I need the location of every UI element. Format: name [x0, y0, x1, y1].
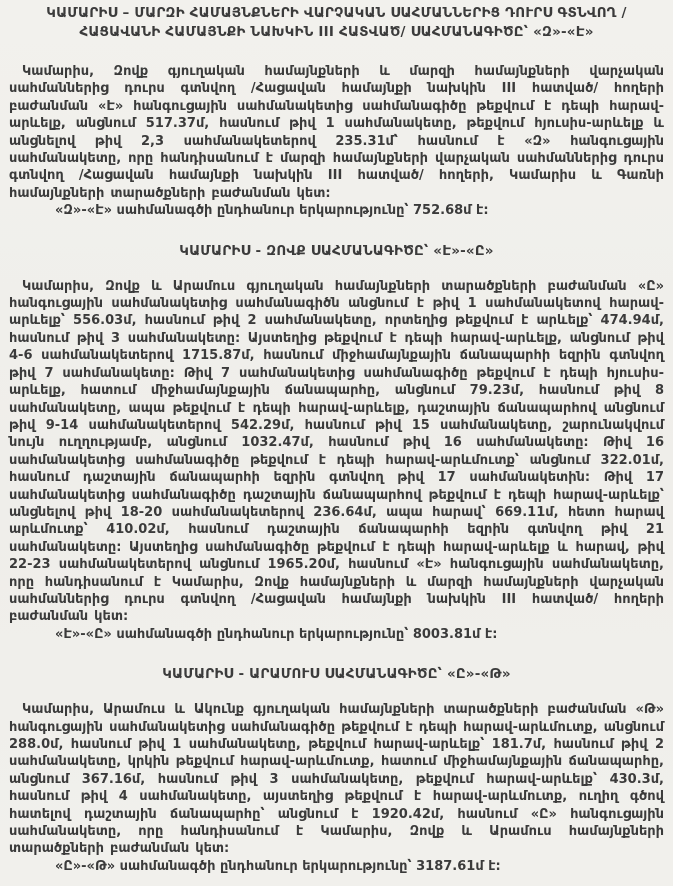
- summary-line: «Է»-«Ը» սահմանագծի ընդհանուր երկարությունը՝ 8003.81մ է:: [55, 626, 498, 642]
- section-boundary-y-t: [9, 665, 664, 875]
- section-boundary-z-e: [9, 63, 664, 220]
- body-paragraph: Կամարիս, Զովք գյուղական համայնքների և մարզի համայնքների վարչական սահմաններից դուրս գտնվող /Հացավան համայնքի նախկին III հատված/ հողերի բաժանման «Է» հանգուցային սահմանակետից սահմանագիծը թեքվում է դեպի հարավ-արևելք, անցնում 517.37մ, հասնում թիվ 1 սահմանակետը, թեքվում հյուսիս-արևելք և անցնելով թիվ 2,3 սահմանակետերով 235.31մ՝ հասնում է «Զ» հանգուցային սահմանակետը, որը հանդիսանում է մարզի համայնքների վարչական սահմաններից դուրս գտնվող /Հացավան համայնքի նախկին III հատված/ հողերի, Կամարիս և Գառնի համայնքների տարածքների բաժանման կետ:: [9, 64, 664, 201]
- body-paragraph: Կամարիս, Արամուս և Ակունք գյուղական համայնքների տարածքների բաժանման «Թ» հանգուցային սահմանակետից սահմանագիծը թեքվում է դեպի հարավ-արևմուտք, անցնում 288.0մ, հասնում թիվ 1 սահմանակետը, թեքվում հարավ-արևելք՝ 181.7մ, հասնում թիվ 2 սահմանակետը, կրկին թեքվում հարավ-արևմուտք, հատում միջհամայնքային ճանապարհը, անցնում 367.16մ, հասնում թիվ 3 սահմանակետը, թեքվում հարավ-արևելք՝ 430.3մ, հասնում թիվ 4 սահմանակետը, այստեղից թեքվում է հարավ-արևմուտք, ուղիղ գծով հատելով դաշտային ճանապարհը՝ անցնում է 1920.42մ, հասնում «Ը» հանգուցային սահմանակետը, որը հանդիսանում է Կամարիս, Զովք և Արամուս համայնքների տարածքների բաժանման կետ:: [9, 702, 664, 857]
- summary-line: «Զ»-«Է» սահմանագծի ընդհանուր երկարությունը՝ 752.68մ է:: [55, 203, 489, 219]
- summary-line: «Ը»-«Թ» սահմանագծի ընդհանուր երկարությունը՝ 3187.61մ է:: [55, 858, 501, 874]
- body-paragraph: Կամարիս, Զովք և Արամուս գյուղական համայնքների տարածքների բաժանման «Ը» հանգուցային սահմանակետից սահմանագիծն անցնում է թիվ 1 սահմանակետով հարավ-արևելք՝ 556.03մ, հասնում թիվ 2 սահմանակետը, որտեղից թեքվում է արևելք՝ 474.94մ, հասնում թիվ 3 սահմանակետը: Այստեղից թեքվում է դեպի հարավ-արևելք, անցնում թիվ 4-6 սահմանակետերով 1715.87մ, հասնում միջհամայնքային ճանապարհի եզրին գտնվող թիվ 7 սահմանակետը: Թիվ 7 սահմանակետից սահմանագիծը թեքվում է դեպի հյուսիս-արևելք, հատում միջհամայնքային ճանապարհը, անցնում 79.23մ, հասնում թիվ 8 սահմանակետը, ապա թեքվում է դեպի հարավ-արևելք, դաշտային ճանապարհով անցնում թիվ 9-14 սահմանակետերով 542.29մ, հասնում թիվ 15 սահմանակետը, շարունակվում նույն ուղղությամբ, անցնում 1032.47մ, հասնում թիվ 16 սահմանակետը: Թիվ 16 սահմանակետից սահմանագիծը թեքվում է դեպի հարավ-արևմուտք՝ անցնում 322.01մ, հասնում դաշտային ճանապարհի եզրին գտնվող թիվ 17 սահմանակետին: Թիվ 17 սահմանակետից սահմանագիծը դաշտային ճանապարհով թեքվում է դեպի հարավ-արևելք՝ անցնելով թիվ 18-20 սահմանակետերով 236.64մ, ապա հարավ՝ 669.11մ, հետո հարավ արևմուտք՝ 410.02մ, հասնում դաշտային ճանապարհի եզրին գտնվող թիվ 21 սահմանակետը: Այստեղից սահմանագիծը թեքվում է դեպի հարավ-արևելք և հարավ, թիվ 22-23 սահմանակետերով անցնում 1965.20մ, հասնում «Է» հանգուցային սահմանակետը, որը հանդիսանում է Կամարիս, Զովք համայնքների և մարզի համայնքների վարչական սահմաններից դուրս գտնվող /Հացավան համայնքի նախկին III հատված/ հողերի բաժանման կետ:: [9, 278, 664, 625]
- section-boundary-e-y: [9, 242, 664, 644]
- document-title: ԿԱՄԱՐԻՍ – ՄԱՐԶԻ ՀԱՄԱՅՆՔՆԵՐԻ ՎԱՐՉԱԿԱՆ ՍԱՀՄԱՆՆԵՐԻՑ ԴՈՒՐՍ ԳՏՆՎՈՂ /ՀԱՑԱՎԱՆԻ ՀԱՄԱՅՆՔԻ ՆԱԽԿԻՆ III ՀԱՏՎԱԾ/ ՍԱՀՄԱՆԱԳԻԾԸ՝ «Զ»-«Է»: [46, 5, 627, 40]
- section-heading: ԿԱՄԱՐԻՍ - ԶՈՎՔ ՍԱՀՄԱՆԱԳԻԾԸ՝ «Է»-«Ը»: [179, 242, 494, 259]
- section-heading: ԿԱՄԱՐԻՍ - ԱՐԱՄՈՒՍ ՍԱՀՄԱՆԱԳԻԾԸ՝ «Ը»-«Թ»: [162, 666, 511, 683]
